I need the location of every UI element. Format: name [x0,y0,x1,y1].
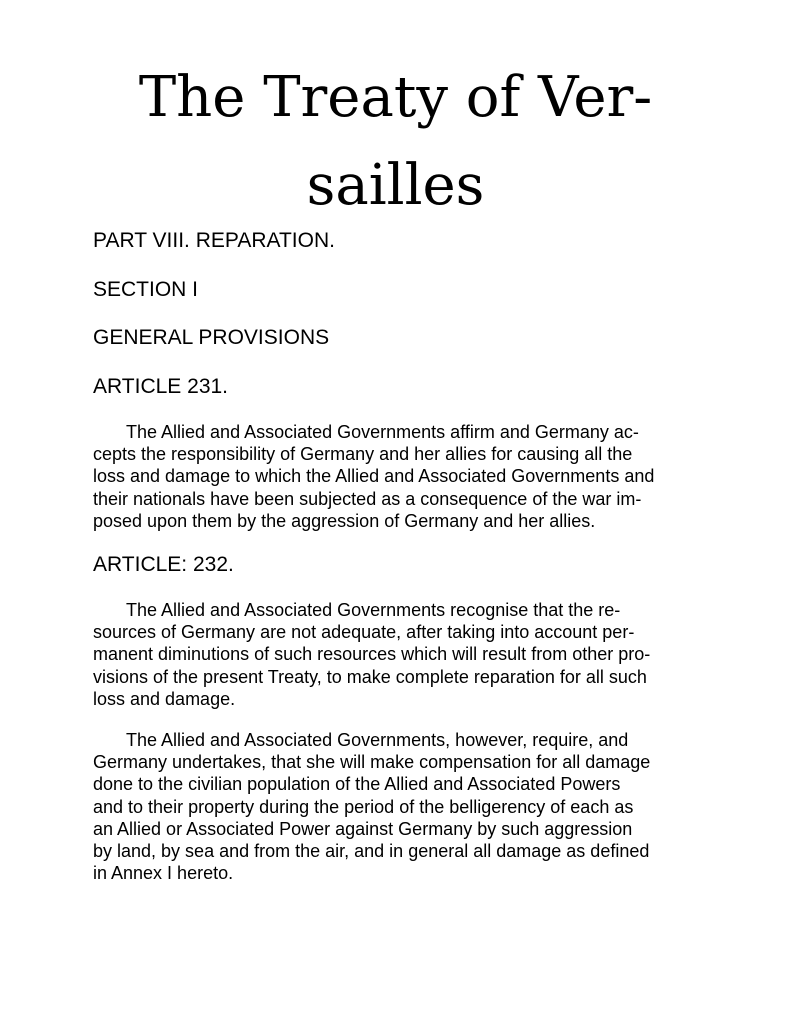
paragraph-line: loss and damage. [93,688,236,709]
article-231-paragraph [93,421,713,532]
document-title-line-2: sailles [306,153,485,218]
paragraph-line: loss and damage to which the Allied and Associated Governments and [93,466,655,487]
document-title-line-1: The Treaty of Ver- [138,65,653,130]
article-232-paragraph-1 [93,599,713,710]
section-heading: SECTION I [93,278,199,301]
paragraph-line: an Allied or Associated Power against Germany by such aggression [93,818,633,839]
part-heading: PART VIII. REPARATION. [93,229,335,252]
paragraph-line: The Allied and Associated Governments, however, require, and [126,730,629,750]
paragraph-line: The Allied and Associated Governments recognise that the re- [126,600,621,620]
paragraph-line: The Allied and Associated Governments affirm and Germany ac- [126,422,639,442]
section-title-heading: GENERAL PROVISIONS [93,326,330,349]
article-232-paragraph-2 [93,729,713,884]
paragraph-line: cepts the responsibility of Germany and her allies for causing all the [93,444,633,465]
paragraph-line: and to their property during the period of the belligerency of each as [93,796,634,817]
paragraph-line: in Annex I hereto. [93,863,234,884]
paragraph-line: Germany undertakes, that she will make compensation for all damage [93,752,651,773]
paragraph-line: their nationals have been subjected as a consequence of the war im- [93,488,642,509]
article-231-heading: ARTICLE 231. [93,375,229,398]
article-232-heading: ARTICLE: 232. [93,553,234,576]
paragraph-line: sources of Germany are not adequate, after taking into account per- [93,622,635,643]
paragraph-line: posed upon them by the aggression of Germany and her allies. [93,510,596,531]
paragraph-line: by land, by sea and from the air, and in general all damage as defined [93,841,650,862]
paragraph-line: manent diminutions of such resources which will result from other pro- [93,644,651,665]
paragraph-line: done to the civilian population of the Allied and Associated Powers [93,774,621,795]
paragraph-line: visions of the present Treaty, to make complete reparation for all such [93,666,647,687]
